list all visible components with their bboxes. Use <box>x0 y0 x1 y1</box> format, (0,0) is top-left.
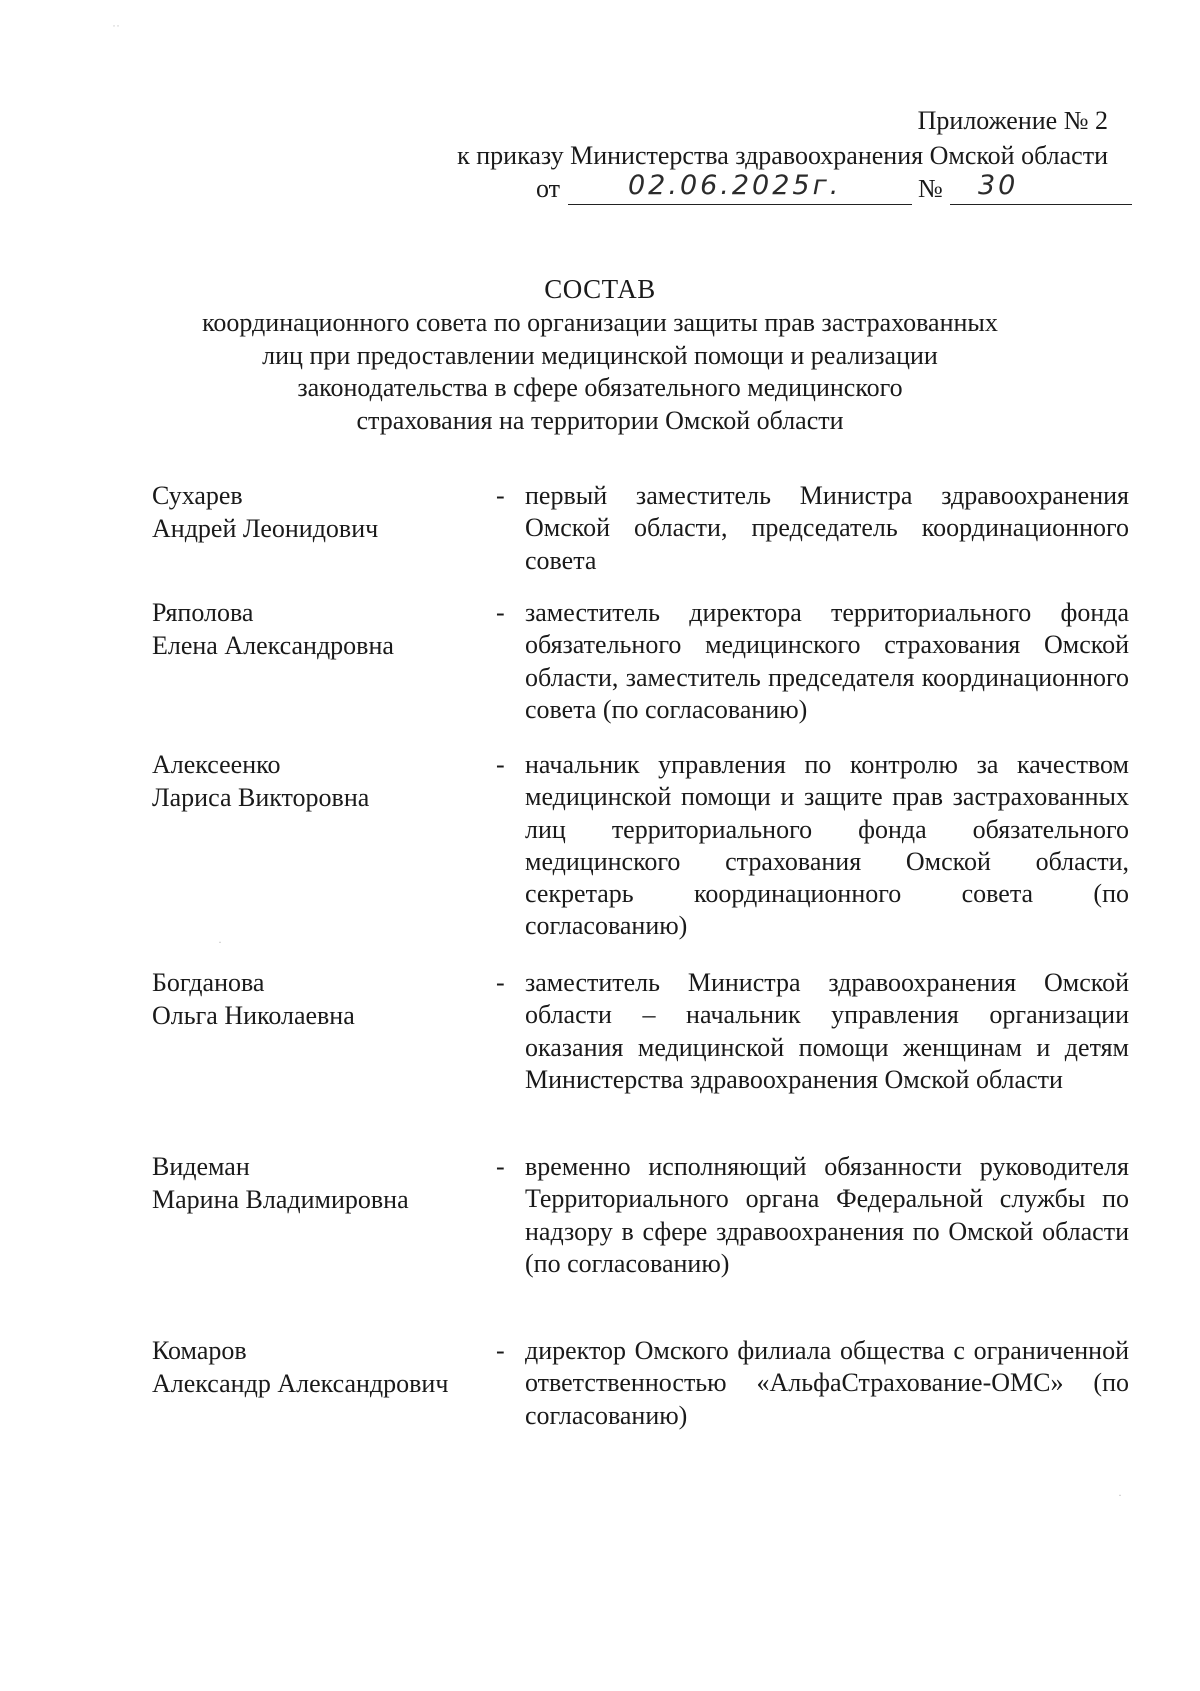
date-field <box>568 170 912 205</box>
scan-speck: ˙˙ <box>112 22 120 36</box>
subtitle-line: координационного совета по организации защиты прав застрахованных <box>202 308 998 337</box>
member-surname: Видеман <box>152 1152 250 1181</box>
number-field <box>950 170 1132 205</box>
dash-separator: - <box>496 750 505 779</box>
member-role: начальник управления по контролю за качеством медицинской помощи и защите прав застрахованных лиц территориального фонда обязательного медицинского страхования Омской области, секретарь координационного совета (по согласованию) <box>525 750 1129 941</box>
dash-separator: - <box>496 481 505 510</box>
member-name <box>152 1151 492 1216</box>
member-role: временно исполняющий обязанности руководителя Территориального органа Федеральной службы по надзору в сфере здравоохранения по Омской области (по согласованию) <box>525 1152 1129 1278</box>
member-surname: Сухарев <box>152 481 243 510</box>
order-reference: к приказу Министерства здравоохранения Омской области <box>457 141 1108 170</box>
appendix-number: Приложение № 2 <box>917 106 1108 135</box>
dash-separator: - <box>496 968 505 997</box>
dash-separator: - <box>496 1152 505 1181</box>
subtitle-line: страхования на территории Омской области <box>356 405 844 435</box>
handwritten-date: 02.06.2025г. <box>628 170 842 201</box>
member-given-name: Ольга Николаевна <box>152 1000 355 1030</box>
member-surname: Ряполова <box>152 598 254 627</box>
order-date-number-line <box>0 170 1200 210</box>
scan-speck: · <box>1118 1488 1122 1502</box>
dash-separator: - <box>496 1336 505 1365</box>
handwritten-number: 30 <box>978 170 1019 201</box>
number-label: № <box>918 174 943 203</box>
document-title: СОСТАВ <box>544 274 656 304</box>
member-name <box>152 597 492 662</box>
member-given-name: Андрей Леонидович <box>152 513 379 543</box>
member-role: заместитель директора территориального фонда обязательного медицинского страхования Омской области, заместитель председателя координационного совета (по согласованию) <box>525 598 1129 724</box>
member-name <box>152 1335 492 1400</box>
member-role: заместитель Министра здравоохранения Омской области – начальник управления организации оказания медицинской помощи женщинам и детям Министерства здравоохранения Омской области <box>525 968 1129 1094</box>
document-subtitle <box>200 307 1000 437</box>
member-name <box>152 967 492 1032</box>
member-surname: Комаров <box>152 1336 247 1365</box>
scan-speck: · <box>218 935 222 949</box>
member-role: первый заместитель Министра здравоохранения Омской области, председатель координационного совета <box>525 481 1129 575</box>
subtitle-line: законодательства в сфере обязательного медицинского <box>297 373 903 402</box>
member-name <box>152 749 492 814</box>
member-name <box>152 480 492 545</box>
member-surname: Богданова <box>152 968 265 997</box>
member-role: директор Омского филиала общества с ограниченной ответственностью «АльфаСтрахование-ОМС» (по согласованию) <box>525 1336 1129 1430</box>
member-surname: Алексеенко <box>152 750 281 779</box>
member-given-name: Лариса Викторовна <box>152 782 370 812</box>
from-label: от <box>536 174 561 203</box>
member-given-name: Александр Александрович <box>152 1368 449 1398</box>
member-given-name: Марина Владимировна <box>152 1184 409 1214</box>
dash-separator: - <box>496 598 505 627</box>
subtitle-line: лиц при предоставлении медицинской помощи и реализации <box>262 340 938 370</box>
member-given-name: Елена Александровна <box>152 630 394 660</box>
